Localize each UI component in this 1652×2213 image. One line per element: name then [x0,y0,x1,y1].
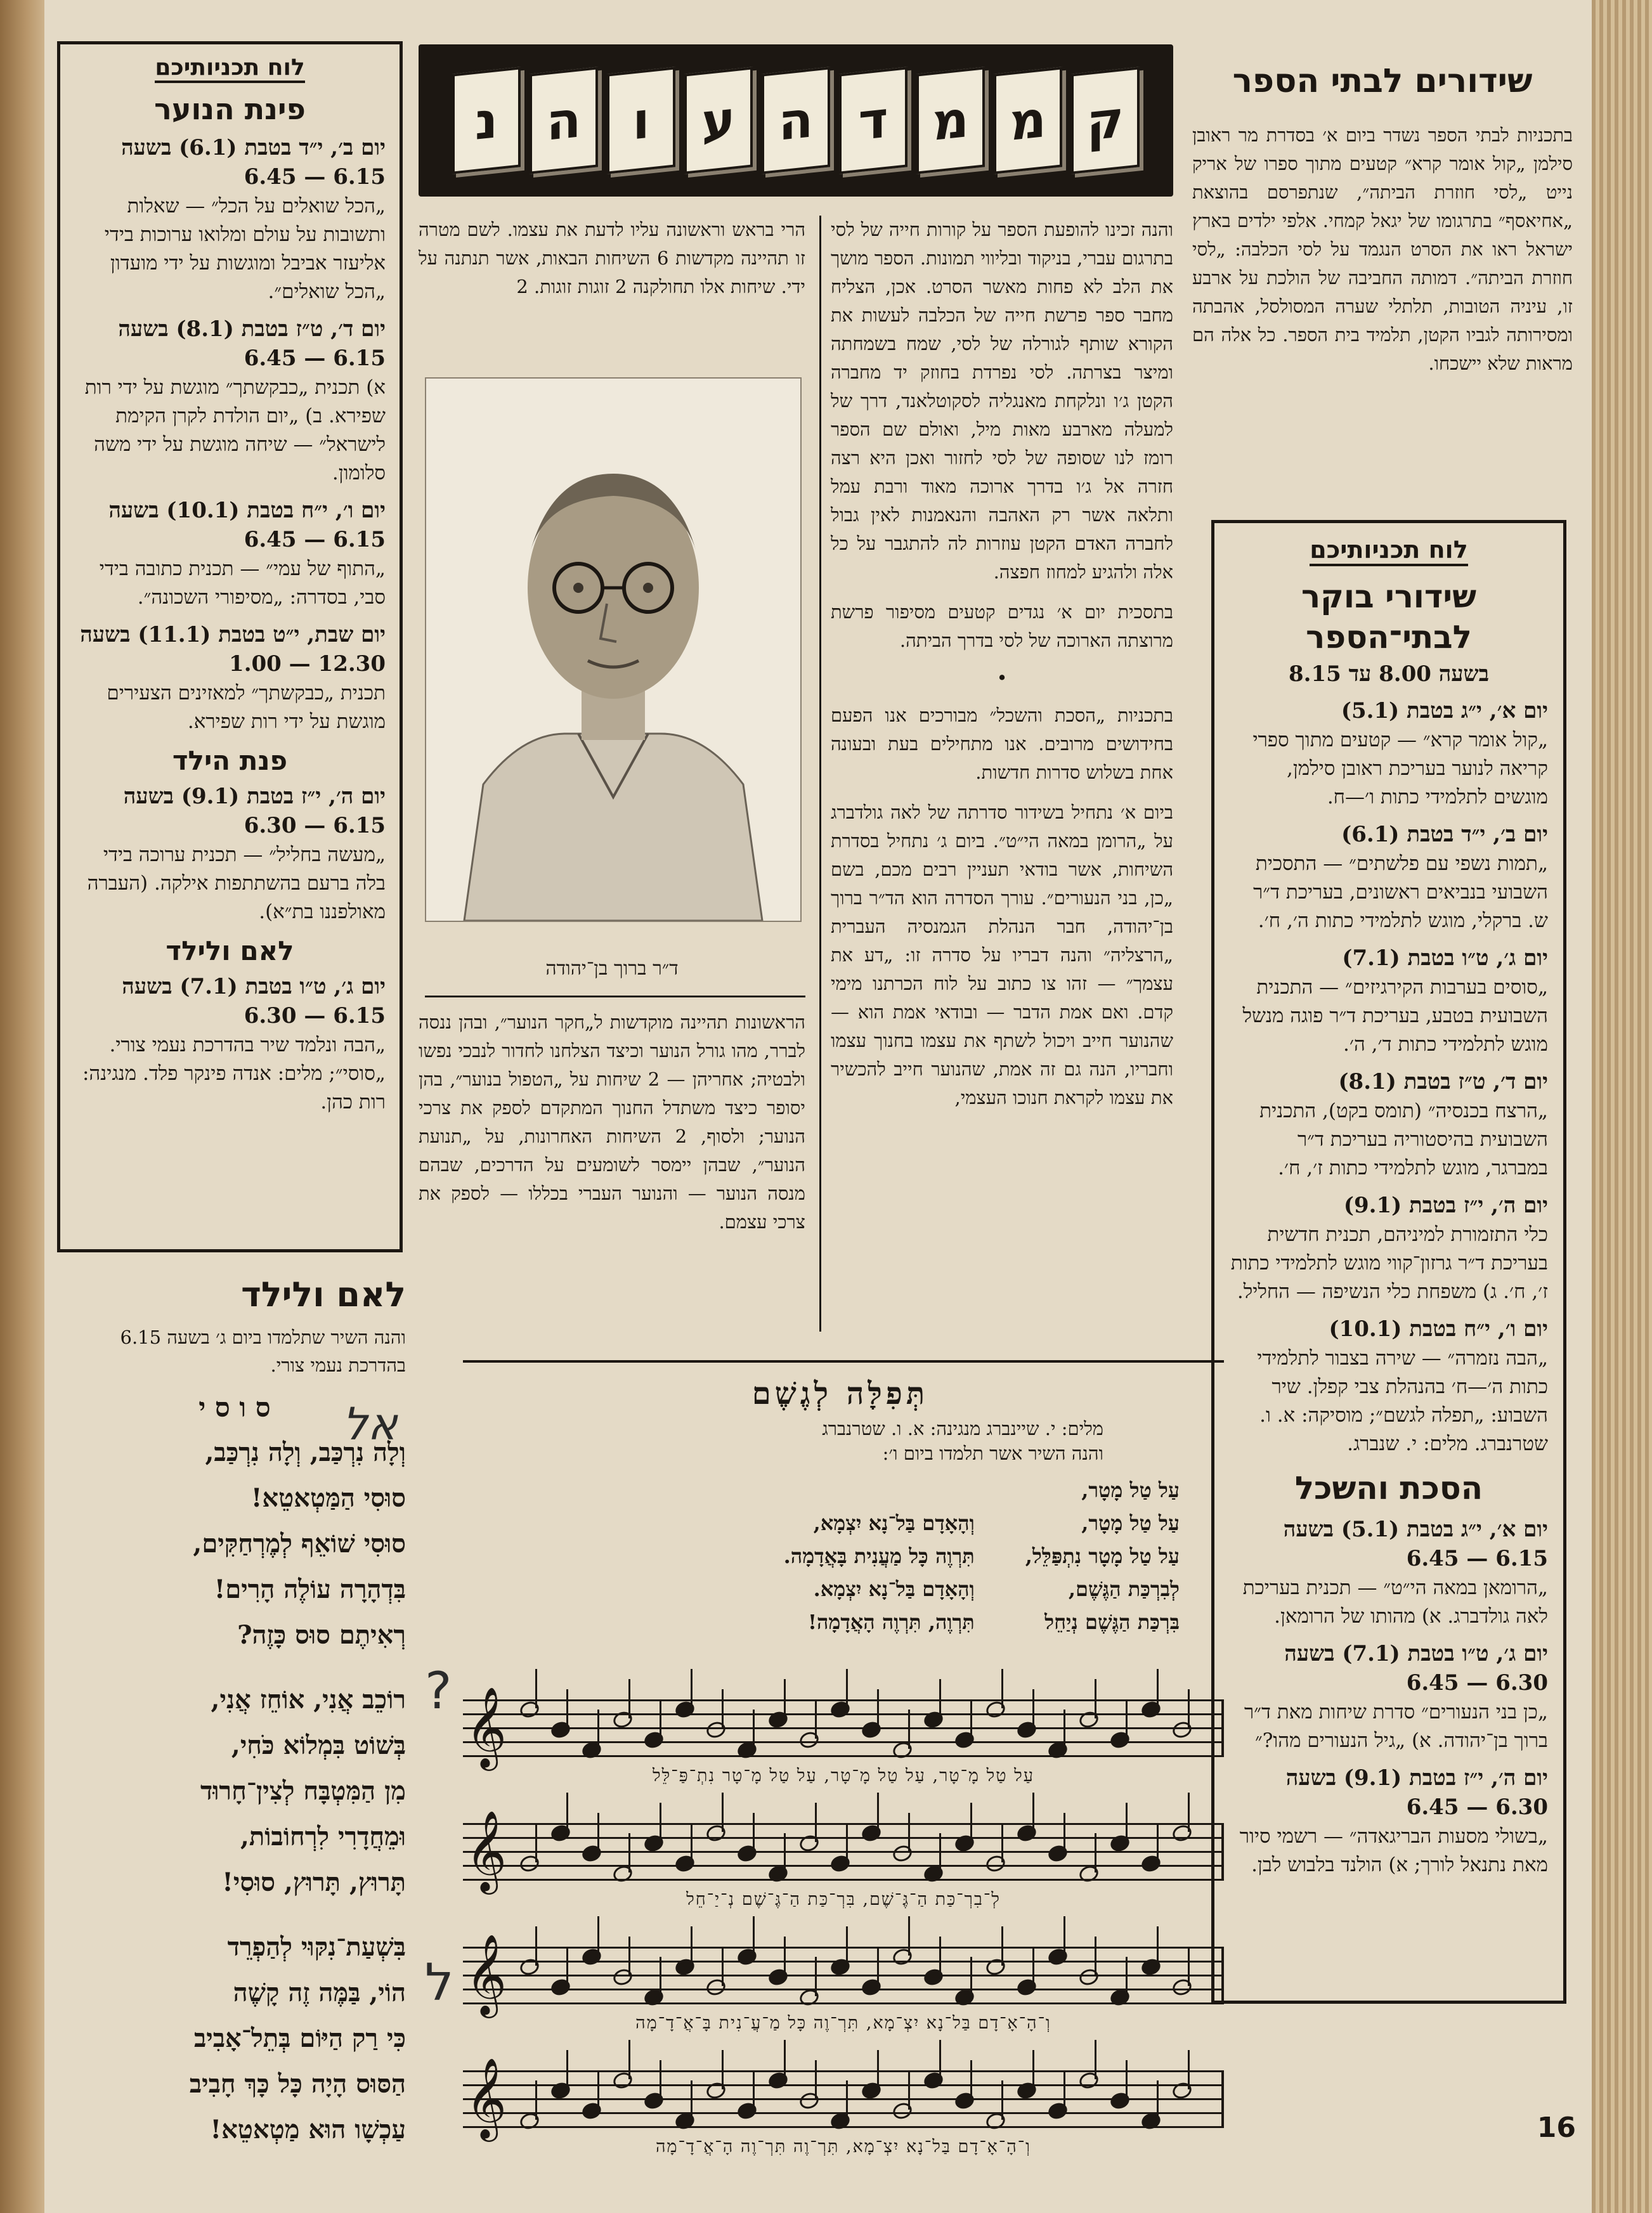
headline-letter-block: ה [530,67,598,174]
treble-clef-icon: 𝄞 [465,2057,507,2138]
note-stem [753,1813,755,1852]
note-stem [628,1679,630,1718]
note-stem [1001,1669,1003,1708]
schedule-text: „בשולי מסעות הבריגאדה״ — רשמי סיור מאת נתנאל לורך; א) הולנד בלבוש לבן. [1239,1825,1548,1876]
poem-line: עַכְשָׁו הוּא מַטְאטֵא! [210,2115,406,2145]
poem-line: מִן הַמִּטְבָּח לְצִין־חָרוּד [200,1776,406,1806]
note-stem [1157,1926,1159,1966]
note-stem [1095,1833,1096,1872]
note-stem [1001,1926,1003,1966]
schedule-date: יום ד׳, ט״ז בטבת (8.1) בשעה 6.15 — 6.45 [118,316,386,371]
song-line: עַל טַל מָטָר, [1081,1511,1180,1535]
bar-line [1221,1699,1224,1757]
poem-line: וּמֵחֲדָרִי לִרְחוֹבוֹת, [240,1822,406,1852]
note-stem [846,1669,848,1708]
song-intro: והנה השיר אשר תלמדו ביום ו׳: [882,1443,1103,1464]
schedule-text: „מעשה בחליל״ — תכנית ערוכה בידי בלה ברעם בהשתתפות אילקה. (העברה מאולפננו בת״א). [87,843,386,923]
sheet-music [463,1687,1224,2207]
note-stem [566,1689,568,1729]
note-stem [908,1710,910,1749]
schedule-text: „קול אומר קרא״ — קטעים מתוך ספרי קריאה לנוער בעריכת ראובן סילמן, מוגשים לתלמידי כתות ו׳—ח. [1252,729,1548,808]
schedule-text: „הרצח בכנסיה״ (תומס בקט), התכנית השבועית בהיסטוריה בעריכת ד״ר במברגר, מוגש לתלמידי כתות ז׳, ח׳. [1259,1100,1548,1179]
note-stem [1157,1669,1159,1708]
schedule-text: תכנית „כבקשתך״ למאזינים הצעירים מוגשת על ידי רות שפירא. [107,682,386,733]
note-stem [1188,1947,1190,1986]
note-stem [628,1833,630,1872]
song-line: לְבִרְכַּת הַגֶּשֶׁם, [1068,1577,1180,1601]
note-stem [970,1803,972,1842]
schedule-date: יום א׳, י״ג בטבת (5.1) בשעה 6.15 — 6.45 [1283,1517,1548,1571]
note-stem [753,1710,755,1749]
music-staff [463,1947,1224,2016]
note-stem [566,2050,568,2089]
schedule-text: א) תכנית „כבקשתך״ מוגשת על ידי רות שפירא. ב) „יום הולדת לקרן הקימת לישראל״ — שיחה מוגשת על ידי משה סלומון. [84,376,386,484]
poem-line: בִּדְהָרָה עוֹלֶה הָרִים! [214,1574,406,1604]
song-top-rule [463,1360,1224,1363]
note-stem [753,2070,755,2110]
article-para-3: בתכניות „הסכת והשכל״ מבורכים אנו הפעם בחידושים מרובים. אנו מתחילים בעת ובעונה אחת בשלוש סדרות חדשות. [831,704,1173,783]
article-col-b-top: הרי בראש וראשונה עליו לדעת את עצמו. לשם מטרה זו תהיינה מקדשות 6 השיחות הבאות, אשר תנתנה על ידי. שיחות אלו תחולקנה 2 זוגות זוגות. 2 [419,219,805,297]
poem-line: וְלָה נִרְכַּב, וְלָה נִרְכַּב, [205,1437,406,1467]
note-stem [1157,1823,1159,1862]
handwritten-mark: ? [425,1661,452,1720]
note-stem [1188,1793,1190,1832]
note-stem [939,1679,941,1718]
note-stem [1063,1813,1065,1852]
note-stem [660,1957,661,1996]
poem-line: בִּשְׁעַת־נִקּוּי לְהַפְרֵד [227,1932,406,1962]
note-stem [660,1803,661,1842]
song-credits: מלים: י. שיינברג מנגינה: א. ו. שטרנברג [822,1418,1103,1439]
note-stem [1063,1710,1065,1749]
right-column-title: שידורים לבתי הספר [1232,62,1533,100]
schedule-date: יום ו׳, י״ח בטבת (10.1) בשעה 6.15 — 6.45 [108,498,386,552]
schedule-date: יום ה׳, י״ז בטבת (9.1) בשעה 6.15 — 6.30 [123,784,386,838]
article-col-b-text: הראשונות תהיינה מוקדשות ל„חקר הנוער״, ובהן ננסה לברר, מהו גורל הנוער וכיצד הצלחנו לחדור לנבכי נפשו ולבטיה; אחריהן — 2 שיחות על „הטפול בנוער״, בהן יסופר כיצד משתדל החנוך המתקדם לספק את צרכי הנוער; ולסוף, 2 השיחות האחרונות, על „תנועת הנוער״, שבהן יימסר לשומעים על הדרכים, שבהם מנסה הנוער — והנוער העברי בכללו — לספק את צרכי עצמם. [419,1011,805,1233]
schedule-text: „התוף של עמי״ — תכנית כתובה בידי סבי, בסדרה: „מסיפורי השכונה״. [99,557,386,609]
note-stem [815,1803,817,1842]
schedule-date: יום ב׳, י״ד בטבת (6.1) [1341,822,1548,847]
poem-line: תָּרוּץ, תָּרוּץ, סוּסִי! [222,1867,406,1897]
article-para-4: ביום א׳ נתחיל בשידור סדרתה של לאה גולדברג על „הרומן במאה הי״ט״. ביום ג׳ נתחיל בסדרת השיחות, אשר בודאי תעניין רבים מכם, בשם „כן, בני הנעורים״. עורך הסדרה הוא הד״ר ברוך בן־יהודה, חבר הנהלת הגמנסיה העברית „הרצליה״ והנה דבריו על סדרה זו: „דע את עצמך״ — זהו צו כתוב על לוח הכרתנו מימי קדם. ואם אמת הדבר — ובודאי אמת הוא — שהנוער חייב ויכול לשתף את עצמו בחנוך עצמו וחבריו, הנה גם זה אמת, שהנוער חייב להכשיר את עצמו לקראת חנוכו העצמי, [831,801,1173,1108]
poem-line [63,1905,406,1924]
note-stem [970,2060,972,2099]
photo-caption: ד״ר ברוך בן־יהודה [545,957,679,980]
note-stem [846,1823,848,1862]
note-stem [691,1669,693,1708]
note-stem [877,2050,879,2089]
note-stem [628,1937,630,1976]
headline-letter-block: ו [607,67,675,174]
song-line: בִּרְכַּת הַגֶּשֶׁם נְיַחֵל [1044,1610,1180,1634]
note-stem [877,1793,879,1832]
page-edges [1592,0,1652,2213]
haskeit-schedule [1230,1515,1548,1879]
song-section [463,1376,1218,1639]
headline-blocks [438,57,1154,184]
note-stem [1126,2060,1128,2099]
caption-rule [425,996,805,997]
treble-clef-icon: 𝄞 [465,1933,507,2015]
poem-line: בְּשׁוֹט בִּמְלוֹא כֹּחִי, [231,1730,406,1760]
schedule-text: „הבה נזמרה״ — שירה בצבור לתלמידי כתות ה׳—ח׳ בהנהלת צבי קפלן. שיר השבוע: „תפלה לגשם״; מוסיקה: א. ו. שטרנברג. מלים: י. שנברג. [1257,1347,1548,1455]
schedule-text: „הרומאן במאה הי״ט״ — תכנית בעריכת לאה גולדברג. א) מהותו של הרומאן. [1242,1576,1548,1628]
poem-name: ס ו ס י [198,1392,271,1423]
headline-letter-block: ע [684,67,753,174]
song-line [784,1474,975,1507]
schedule-text: „הבה ונלמד שיר בהדרכת נעמי צורי. „סוסי״; מלים: אנדה פינקר פלד. מנגינה: רות כהן. [82,1034,386,1113]
note-stem [908,2070,910,2110]
handwritten-mark: ל [425,1953,454,2012]
child-schedule [74,782,386,926]
note-stem [908,1813,910,1852]
mother-child-schedule [74,973,386,1117]
note-stem [1126,1803,1128,1842]
note-stem [722,1947,724,1986]
note-stem [939,2040,941,2079]
article-divider-dot: • [996,667,1008,689]
headline-letter-block: ד [839,67,907,174]
note-stem [597,2070,599,2110]
note-stem [1032,1689,1034,1729]
headline-letter-block: נ [452,67,521,174]
right-column-intro: בתכניות לבתי הספר נשדר ביום א׳ בסדרת מר ראובן סילמן „קול אומר קרא״ קטעים מתוך ספרו של אריק נייט „לסי חוזרת הביתה״, שנתפרסם בהוצאת „אחיאסף״ בתרגומו של יגאל קמחי. אלפי ילדים בארץ ישראל ראו את הסרט הנגמד על לסי הכלבה: „לסי חוזרת הביתה״. דמותה החביבה של הולכת על ארבע זו, עיניה הטובות, תלתלי שערה המסולסל, אהבתה ומסירותה לגביו הקטן, תלמיד בית הספר. כל אלה הם מראות שלא יישכחו. [1192,124,1573,374]
note-stem [535,2080,537,2120]
note-stem [1126,1699,1128,1739]
poem-line [63,1658,406,1677]
song-line: עַל טַל מָטָר נִתְפַּלֵּל, [1025,1544,1180,1568]
schedule-date: יום ד׳, ט״ז בטבת (8.1) [1338,1069,1548,1094]
schedule-date: יום ג׳, ט״ו בטבת (7.1) [1342,945,1548,971]
poem-line: רוֹכֵב אֲנִי, אוֹחֵז אֲנִי, [211,1685,406,1715]
note-stem [1032,1947,1034,1986]
poem-line: סוּסִי הַמַּטְאטֵא! [250,1483,406,1513]
bar-line [1221,1947,1224,2004]
article-para-2: בתסכית יום א׳ נגדים קטעים מסיפור פרשת מרוצתה הארוכה של לסי בדרך הביתה. [831,601,1173,651]
note-stem [1063,2070,1065,2110]
note-stem [815,1957,817,1996]
note-stem [815,2060,817,2099]
headline-banner [419,44,1173,197]
box-header: לוח תכניותיכם [155,55,304,83]
note-stem [846,1926,848,1966]
schedule-box-youth [57,41,403,1252]
schedule-date: יום שבת, י״ט בטבת (11.1) בשעה 12.30 — 1.00 [80,622,386,677]
note-stem [784,2040,786,2079]
note-stem [1188,2050,1190,2089]
note-stem [1095,2040,1096,2079]
song-title: תְּפִלָּה לְגֶשֶׁם [751,1376,929,1412]
portrait-photo [425,377,802,922]
schedule-date: יום ה׳, י״ז בטבת (9.1) [1343,1193,1548,1218]
right-column [1192,60,1573,378]
headline-letter-block: ק [1071,67,1140,174]
schedule-date: יום ג׳, ט״ו בטבת (7.1) בשעה 6.15 — 6.30 [122,974,386,1029]
box-time: בשעה 8.00 עד 8.15 [1289,661,1489,687]
note-stem [1063,1916,1065,1956]
note-stem [660,1699,661,1739]
poem-line: הוֹי, בַּמֶּה זֶה קָשֶׁה [233,1978,406,2008]
note-stem [597,1710,599,1749]
section-title-child: פנת הילד [172,745,288,776]
note-stem [1095,1937,1096,1976]
note-stem [1032,1793,1034,1832]
note-stem [753,1916,755,1956]
song-line: עַל טַל מָטָר, [1081,1478,1180,1502]
note-stem [970,1957,972,1996]
page-number: 16 [1537,2112,1576,2144]
article-col-b [419,216,805,301]
song-lyrics [463,1474,1218,1639]
note-stem [535,1823,537,1862]
note-stem [1157,2080,1159,2120]
song-line: תִּרְוֶה, תִּרְוֶה הָאֲדָמָה! [807,1610,975,1634]
schedule-date: יום ב׳, י״ד בטבת (6.1) בשעה 6.15 — 6.45 [121,135,386,190]
note-stem [691,2080,693,2120]
note-stem [1126,1957,1128,1996]
bar-line [1221,1823,1224,1881]
bar-line [1221,2070,1224,2128]
song-line: תִּרְוֶה כָּל מַעֲנִית בָּאֲדָמָה. [783,1544,975,1568]
note-stem [722,1689,724,1729]
note-stem [1001,2080,1003,2120]
note-stem [815,1699,817,1739]
note-stem [908,1916,910,1956]
poem-section-title: לאם ולילד [241,1275,406,1314]
schedule-box-morning [1211,520,1566,2004]
note-stem [939,1833,941,1872]
poem-line: סוּסִי שׁוֹאֵף לְמֶרְחַקִּים, [193,1529,406,1559]
box-header: לוח תכניותיכם [1310,536,1467,566]
magazine-page [44,0,1592,2213]
note-stem [970,1699,972,1739]
staff-lyric: עַל טַל מָ־טָר, עַל טַל מָ־טָר, עַל טַל מָ־טָר נִתְ־פַּ־לֵּל [652,1766,1034,1786]
note-stem [691,1823,693,1862]
schedule-date: יום ה׳, י״ז בטבת (9.1) בשעה 6.30 — 6.45 [1285,1765,1548,1820]
staff-lyric: לְ־בִרְ־כַּת הַ־גֶּ־שֶׁם, בִּרְ־כַּת הַ־גֶּ־שֶׁם נְ־יַ־חֵל [686,1890,1001,1909]
section-title-youth: פינת הנוער [154,92,306,126]
note-stem [660,2060,661,2099]
handwritten-mark: אל [342,1398,398,1450]
section-title-haskeit: הסכת והשכל [1294,1470,1483,1507]
song-lyrics-left [784,1474,975,1639]
note-stem [535,1926,537,1966]
note-stem [628,2040,630,2079]
youth-schedule [74,134,386,736]
note-stem [722,2050,724,2089]
note-stem [691,1926,693,1966]
column-rule [819,216,821,1332]
song-line: וְהָאָדָם בַּל־נָא יִצְמָא. [813,1577,975,1601]
note-stem [566,1947,568,1986]
poem-body [63,1430,406,2153]
article-col-b-bottom [419,1008,805,1236]
song-lyrics-right [1025,1474,1180,1639]
music-staff [463,2070,1224,2140]
schedule-date: יום ו׳, י״ח בטבת (10.1) [1329,1316,1548,1342]
morning-schedule [1230,697,1548,1458]
schedule-date: יום ג׳, ט״ו בטבת (7.1) בשעה 6.30 — 6.45 [1284,1641,1548,1696]
note-stem [784,1679,786,1718]
schedule-text: „הכל שואלים על הכל״ — שאלות ותשובות על עולם ומלואו ערוכות בידי אליעזר אביבל ומוגשות על ידי מועדון „הכל שואלים״. [104,195,386,303]
note-stem [784,1937,786,1976]
poem-line: רְאִיתֶם סוּס כָּזֶה? [237,1620,406,1650]
note-stem [722,1793,724,1832]
section-title-mother-child: לאם ולילד [166,935,294,966]
treble-clef-icon: 𝄞 [465,1810,507,1891]
song-line: וְהָאָדָם בַּל־נָא יִצְמָא, [813,1511,975,1535]
headline-letter-block: מ [916,67,985,174]
note-stem [784,1833,786,1872]
note-stem [846,2080,848,2120]
staff-lyric: וְ־הָ־אָ־דָם בַּל־נָא יִצְ־מָא, תִּרְ־וֶה כָּל מַ־עֲ־נִית בָּ־אֲ־דָ־מָה [635,2013,1051,2033]
poem-line: הַסּוּס הָיָה כָּל כָּךְ חָבִיב [189,2069,406,2099]
headline-letter-block: מ [994,67,1062,174]
schedule-text: „כן בני הנעורים״ סדרת שיחות מאת ד״ר ברוך בן־יהודה. א) „גיל הנעורים מהו?״ [1244,1701,1548,1752]
portrait-image [426,379,800,921]
treble-clef-icon: 𝄞 [465,1686,507,1767]
note-stem [877,1947,879,1986]
note-stem [566,1793,568,1832]
note-stem [597,1813,599,1852]
note-stem [877,1689,879,1729]
schedule-text: „תמות נשפי עם פלשתים״ — התסכית השבועי בנביאים ראשונים, בעריכת ד״ר ש. ברקלי, מוגש לתלמידי כתות ה׳, ח׳. [1253,852,1548,932]
poem-line: כִּי רַק הַיּוֹם בְּתֵל־אָבִיב [194,2023,406,2053]
note-stem [597,1916,599,1956]
schedule-text: „סוסים בערבות הקירגיזים״ — התכנית השבועית בטבע, בעריכת ד״ר פוגה מנשל מוגש לתלמידי כתות ד׳, ה׳. [1242,976,1548,1056]
schedule-date: יום א׳, י״ג בטבת (5.1) [1341,698,1548,724]
article-para-1: והנה זכינו להופעת הספר על קורות חייה של לסי בתרגום עברי, בניקוד ובליווי תמונות. הספר מושך את הלב לא פחות מאשר הסרט. אכן, הצליח מחבר ספר פרשת חייה של הכלבה לעשות את הקורא שותף לגורלה של לסי, שמח בשמחתה ומיצר בצרתה. לסי נפרדת בחוזק יד מחברה הקטן ג׳ו ונלקחת מאנגליה לסקוטלאנד, דרך של למעלה מארבע מאות מיל, ואולם שם הספר רומז לנו שסופה של לסי לחזור ואכן היא רצה חזרה אל ג׳ו בדרך ארוכה מאוד ורבת עמל ותלאה אשר רק האהבה והנאמנות לאין גבול לחברה האדם הקטן עוזרות לה להתגבר על כל אלה ולהגיע למחוז חפצה. [831,219,1173,583]
book-spine [0,0,44,2213]
box-title: שידורי בוקר לבתי־הספר [1301,578,1476,656]
headline-letter-block: ה [762,67,830,174]
note-stem [1032,2050,1034,2089]
note-stem [535,1669,537,1708]
schedule-text: כלי התזמורת למיניהם, תכנית חדשית בעריכת ד״ר גרזון־קווי מוגש לתלמידי כתות ז׳, ח׳. ג) משפחת כלי הנשיפה — החליל. [1230,1223,1548,1303]
note-stem [1001,1823,1003,1862]
staff-lyric: וְ־הָ־אָ־דָם בַּל־נָא יִצְ־מָא, תִּרְ־וֶה תִּרְ־וֶה הָ־אֲ־דָ־מָה [656,2137,1031,2157]
note-stem [939,1937,941,1976]
poem-intro: והנה השיר שתלמדו ביום ג׳ בשעה 6.15 בהדרכת נעמי צורי. [120,1327,406,1376]
note-stem [1095,1679,1096,1718]
note-stem [1188,1689,1190,1729]
article-col-a [831,216,1173,1112]
